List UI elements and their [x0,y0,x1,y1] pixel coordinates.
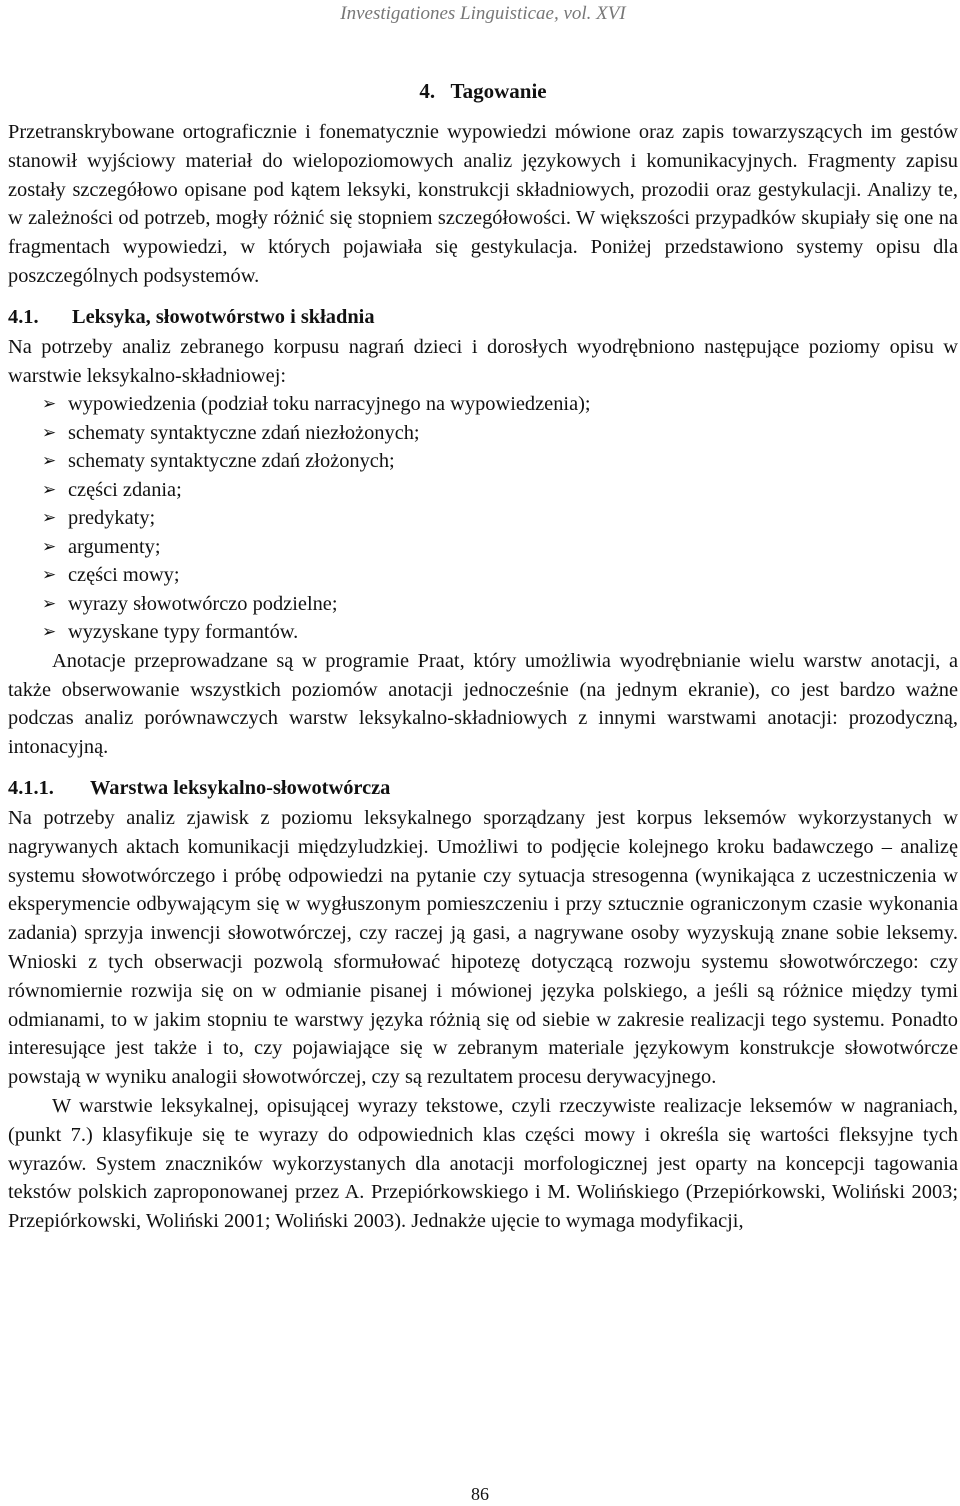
section-number: 4. [419,79,436,103]
annotation-levels-list [8,390,958,647]
body-paragraph-2: W warstwie leksykalnej, opisującej wyrazy tekstowe, czyli rzeczywiste realizacje leksemów w nagraniach, (punkt 7.) klasyfikuje się te wyrazy do odpowiednich klas części mowy i określa się wartości fleksyjne tych wyrazów. System znaczników wykorzystanych dla anotacji morfologicznej jest oparty na koncepcji tagowania tekstów polskich zaproponowanej przez A. Przepiórkowskiego i M. Wolińskiego (Przepiórkowski, Woliński 2003; Przepiórkowski, Woliński 2001; Woliński 2003). Jednakże ujęcie to wymaga modyfikacji, [8,1095,958,1233]
list-item: ➢ części zdania; [8,476,958,505]
subsection-heading-4-1-1 [8,774,958,802]
subsection-title: Leksyka, słowotwórstwo i składnia [72,305,375,328]
list-item: ➢ schematy syntaktyczne zdań niezłożonych; [8,419,958,448]
subsection-title: Warstwa leksykalno-słowotwórcza [90,777,391,800]
arrow-bullet-icon: ➢ [42,479,57,500]
arrow-bullet-icon: ➢ [42,394,57,415]
arrow-bullet-icon: ➢ [42,422,57,443]
lead-paragraph: Na potrzeby analiz zebranego korpusu nagrań dzieci i dorosłych wyodrębniono następujące poziomy opisu w warstwie leksykalno-składniowej: [8,335,958,387]
list-item: ➢ predykaty; [8,504,958,533]
arrow-bullet-icon: ➢ [42,451,57,472]
list-item: ➢ wypowiedzenia (podział toku narracyjnego na wypowiedzenia); [8,390,958,419]
subsection-number: 4.1.1. [8,777,54,800]
arrow-bullet-icon: ➢ [42,593,57,614]
section-title: Tagowanie [450,79,547,103]
list-item: ➢ części mowy; [8,561,958,590]
subsection-number: 4.1. [8,305,39,328]
list-item: ➢ argumenty; [8,533,958,562]
page [8,0,958,1236]
list-item: ➢ schematy syntaktyczne zdań złożonych; [8,447,958,476]
arrow-bullet-icon: ➢ [42,508,57,529]
list-item: ➢ wyrazy słowotwórczo podzielne; [8,590,958,619]
subsection-heading-4-1 [8,303,958,331]
praat-paragraph: Anotacje przeprowadzane są w programie Praat, który umożliwia wyodrębnianie wielu warstw anotacji, a także obserwowanie wszystkich poziomów anotacji jednocześnie (na jednym ekranie), co jest bardzo ważne podczas analiz porównawczych warstw leksykalno-składniowych z innymi warstwami anotacji: prozodyczną, intonacyjną. [8,649,958,759]
arrow-bullet-icon: ➢ [42,536,57,557]
body-paragraph-1: Na potrzeby analiz zjawisk z poziomu leksykalnego sporządzany jest korpus leksemów wykorzystanych w nagrywanych aktach komunikacji międzyludzkiej. Umożliwi to podjęcie kolejnego kroku badawczego – analizę systemu słowotwórczego i próbę odpowiedzi na pytanie czy sytuacja stresogenna (wynikająca z uczestniczenia w eksperymencie odbywającym się w wygłuszonym pomieszczeniu i przy sztucznie ograniczonym czasie wykonania zadania) sprzyja inwencji słowotwórczej, czy raczej ją gasi, a nagrywane osoby wyzyskują znane sobie leksemy. Wnioski z tych obserwacji pozwolą sformułować hipotezę dotyczącą rozwoju systemu słowotwórczego: czy równomiernie rozwija się on w odmianie pisanej i mówionej języka polskiego, a jeśli są różnice między tymi odmianami, to w jakim stopniu te warstwy języka różnią się od siebie w zakresie realizacji tego systemu. Ponadto interesujące jest także i to, czy pojawiające się w zebranym materiale językowym konstrukcje słowotwórcze powstają w wyniku analogii słowotwórczej, czy są rezultatem procesu derywacyjnego. [8,807,958,1089]
list-item: ➢ wyzyskane typy formantów. [8,618,958,647]
section-heading [8,78,958,104]
intro-paragraph: Przetranskrybowane ortograficznie i fonematycznie wypowiedzi mówione oraz zapis towarzyszących im gestów stanowił wyjściowy materiał do wielopoziomowych analiz językowych i komunikacyjnych. Fragmenty zapisu zostały szczegółowo opisane pod kątem leksyki, konstrukcji składniowych, prozodii oraz gestykulacji. Analizy te, w zależności od potrzeb, mogły różnić się stopniem szczegółowości. W większości przypadków skupiały się one na fragmentach wypowiedzi, w których pojawiała się gestykulacja. Poniżej przedstawiono systemy opisu dla poszczególnych podsystemów. [8,121,958,287]
arrow-bullet-icon: ➢ [42,622,57,643]
arrow-bullet-icon: ➢ [42,565,57,586]
page-number: 86 [471,1484,489,1504]
running-head: Investigationes Linguisticae, vol. XVI [340,3,626,24]
